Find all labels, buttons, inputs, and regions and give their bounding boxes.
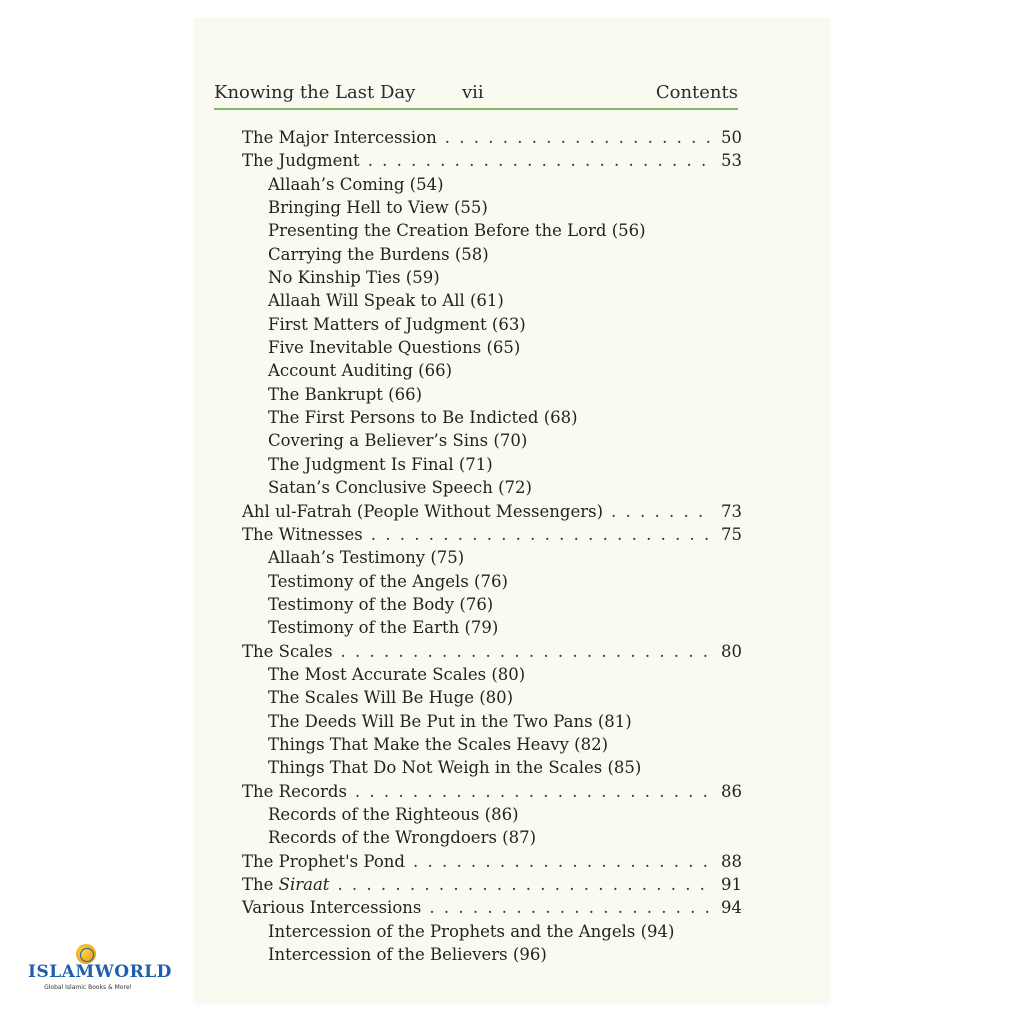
dot-leader [368, 149, 714, 172]
toc-entry [242, 896, 742, 919]
book-title: Knowing the Last Day [214, 82, 416, 103]
toc-page-number: 50 [721, 128, 742, 147]
islamworld-logo [28, 944, 172, 996]
toc-subentry: The Most Accurate Scales (80) [268, 664, 526, 684]
toc-subentry: Things That Make the Scales Heavy (82) [268, 734, 609, 754]
toc-subentry: Intercession of the Believers (96) [268, 945, 547, 965]
toc-subentry: Allaah’s Coming (54) [268, 174, 444, 194]
toc-entry [242, 850, 742, 873]
dot-leader [445, 126, 714, 149]
toc-entry [242, 873, 742, 896]
toc-subentry: The Scales Will Be Huge (80) [268, 688, 514, 708]
toc-entry-title: The Judgment [242, 151, 360, 171]
toc-page-number: 88 [721, 851, 742, 871]
toc-entry-title: The Scales [242, 641, 333, 661]
toc-subentry: Carrying the Burdens (58) [268, 244, 489, 264]
toc-subentry: The Deeds Will Be Put in the Two Pans (81) [268, 711, 632, 731]
toc-entry [242, 780, 742, 803]
toc-page-number: 73 [721, 501, 742, 521]
toc-subentry: Records of the Righteous (86) [268, 804, 519, 824]
toc-entry-title: The Witnesses [242, 524, 363, 544]
toc-entry-title: Various Intercessions [242, 898, 422, 918]
toc-entry [242, 640, 742, 663]
toc-entry-title: Ahl ul-Fatrah (People Without Messengers) [242, 501, 604, 521]
toc-entry-title [242, 873, 329, 896]
book-page [194, 18, 830, 1004]
toc-subentry: The First Persons to Be Indicted (68) [268, 408, 578, 428]
toc-page-number: 75 [721, 524, 742, 544]
toc-page-number: 86 [721, 781, 742, 801]
toc-entry-title: The Major Intercession [242, 128, 437, 147]
dot-leader [429, 896, 714, 919]
toc-subentry: Satan’s Conclusive Speech (72) [268, 478, 532, 498]
logo-brand: ISLAMWORLD [28, 962, 172, 982]
logo-tagline: Global Islamic Books & More! [44, 984, 132, 991]
toc-subentry: Testimony of the Body (76) [268, 594, 494, 614]
toc-subentry: No Kinship Ties (59) [268, 268, 440, 288]
toc-subentry: The Bankrupt (66) [268, 384, 423, 404]
dot-leader [371, 523, 714, 546]
toc-entry-title: The Records [242, 781, 347, 801]
toc-subentry: The Judgment Is Final (71) [268, 454, 493, 474]
dot-leader [341, 640, 714, 663]
toc-subentry: First Matters of Judgment (63) [268, 314, 526, 334]
dot-leader [337, 873, 714, 896]
toc-subentry: Covering a Believer’s Sins (70) [268, 431, 528, 451]
toc-page-number: 80 [721, 641, 742, 661]
toc-subentry: Things That Do Not Weigh in the Scales (85) [268, 758, 642, 778]
toc-subentry: Bringing Hell to View (55) [268, 198, 488, 218]
toc-subentry: Testimony of the Earth (79) [268, 618, 499, 638]
toc-subentry: Five Inevitable Questions (65) [268, 338, 521, 358]
toc-entry-title: The Prophet's Pond [242, 851, 405, 871]
toc-entry [242, 126, 742, 149]
header-rule [214, 108, 738, 110]
toc-entry-title-italic: Siraat [278, 875, 330, 894]
dot-leader [611, 500, 714, 523]
toc-subentry: Presenting the Creation Before the Lord (56) [268, 221, 646, 241]
toc-entry [242, 149, 742, 172]
toc-subentry: Allaah’s Testimony (75) [268, 548, 465, 568]
toc-entry [242, 523, 742, 546]
dot-leader [355, 780, 714, 803]
toc-page-number: 94 [721, 898, 742, 918]
toc-page-number: 53 [721, 151, 742, 171]
toc-entry-title-prefix: The [242, 875, 279, 894]
dot-leader [413, 850, 714, 873]
toc-entry [242, 500, 742, 523]
globe-icon [76, 944, 96, 964]
toc-subentry: Account Auditing (66) [268, 361, 453, 381]
toc-subentry: Allaah Will Speak to All (61) [268, 291, 504, 311]
toc-page-number: 91 [721, 875, 742, 894]
table-of-contents [242, 126, 742, 966]
page-number: vii [462, 82, 484, 103]
section-name: Contents [655, 82, 738, 103]
toc-subentry: Testimony of the Angels (76) [268, 571, 508, 591]
toc-subentry: Intercession of the Prophets and the Angels (94) [268, 921, 675, 941]
toc-subentry: Records of the Wrongdoers (87) [268, 828, 537, 848]
